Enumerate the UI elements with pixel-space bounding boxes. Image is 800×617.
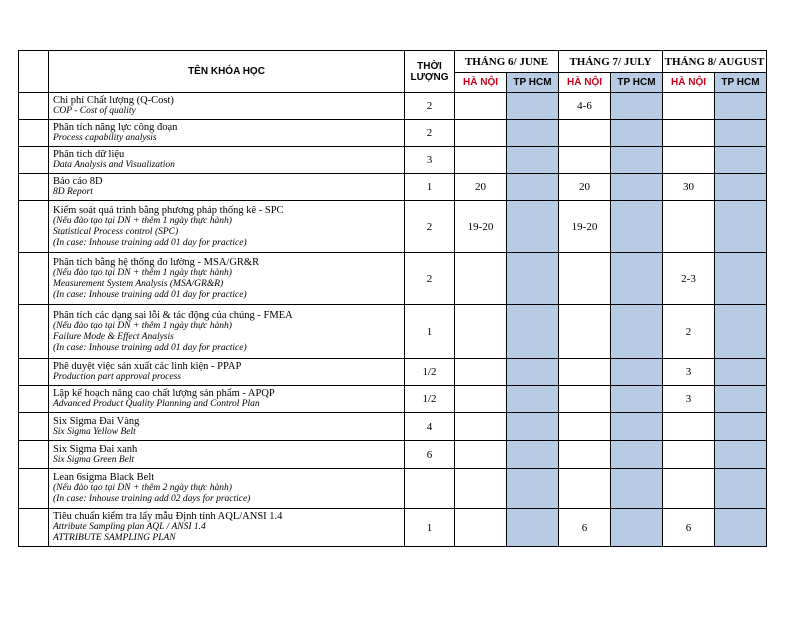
course-name-cell <box>49 253 405 305</box>
duration-header-line2: LƯỢNG <box>410 71 449 83</box>
duration-header-line1: THỜI <box>417 60 442 72</box>
june-hcm-cell <box>507 413 559 441</box>
course-name-cell <box>49 305 405 359</box>
august-hanoi-cell: 6 <box>663 509 715 547</box>
course-name-cell <box>49 509 405 547</box>
july-hanoi-cell <box>559 120 611 147</box>
july-hcm-cell <box>611 253 663 305</box>
duration-cell: 2 <box>405 93 455 120</box>
august-hanoi-cell: 3 <box>663 359 715 386</box>
july-hanoi-cell <box>559 441 611 469</box>
header-row-months <box>19 51 767 73</box>
row-margin-cell <box>19 441 49 469</box>
course-schedule-table <box>18 50 767 547</box>
june-hanoi-cell <box>455 359 507 386</box>
table-row <box>19 147 767 174</box>
august-hcm-cell <box>715 93 767 120</box>
june-hcm-cell <box>507 509 559 547</box>
august-hcm-cell <box>715 386 767 413</box>
duration-cell: 1 <box>405 174 455 201</box>
table-row <box>19 305 767 359</box>
june-hcm-cell <box>507 201 559 253</box>
duration-cell: 1 <box>405 305 455 359</box>
course-name-cell <box>49 174 405 201</box>
august-hanoi-header: HÀ NỘI <box>663 73 715 93</box>
duration-cell: 4 <box>405 413 455 441</box>
course-name-header: TÊN KHÓA HỌC <box>49 51 405 93</box>
course-title: Báo cáo 8D <box>53 176 103 187</box>
august-hcm-cell <box>715 305 767 359</box>
july-hanoi-cell <box>559 305 611 359</box>
month-july-header: THÁNG 7/ JULY <box>559 51 663 73</box>
june-hcm-cell <box>507 386 559 413</box>
june-hanoi-cell <box>455 413 507 441</box>
duration-cell: 3 <box>405 147 455 174</box>
august-hcm-cell <box>715 359 767 386</box>
july-hcm-cell <box>611 509 663 547</box>
row-margin-cell <box>19 469 49 509</box>
august-hcm-cell <box>715 147 767 174</box>
course-subtitle: 8D Report <box>53 187 93 197</box>
course-name-cell <box>49 120 405 147</box>
course-title: Six Sigma Đai xanh <box>53 443 138 455</box>
july-hanoi-cell: 20 <box>559 174 611 201</box>
course-subtitle: (In case: Inhouse training add 01 day for practice) <box>53 342 247 353</box>
course-title: Six Sigma Đai Vàng <box>53 415 140 427</box>
july-hanoi-cell <box>559 469 611 509</box>
august-hcm-cell <box>715 509 767 547</box>
row-margin-cell <box>19 305 49 359</box>
row-margin-cell <box>19 120 49 147</box>
course-subtitle: Process capability analysis <box>53 133 157 143</box>
row-margin-cell <box>19 174 49 201</box>
course-subtitle: (Nếu đào tạo tại DN + thêm 2 ngày thực hành) <box>53 483 232 493</box>
duration-cell: 2 <box>405 120 455 147</box>
table-row <box>19 441 767 469</box>
course-table-body <box>19 93 767 547</box>
august-hcm-cell <box>715 120 767 147</box>
july-hcm-cell <box>611 359 663 386</box>
duration-cell: 1/2 <box>405 359 455 386</box>
july-hcm-cell <box>611 305 663 359</box>
duration-cell <box>405 469 455 509</box>
july-hcm-cell <box>611 147 663 174</box>
course-name-cell <box>49 147 405 174</box>
august-hanoi-cell <box>663 469 715 509</box>
course-name-cell <box>49 441 405 469</box>
june-hanoi-cell <box>455 305 507 359</box>
june-hcm-cell <box>507 253 559 305</box>
july-hanoi-cell: 4-6 <box>559 93 611 120</box>
course-title: Kiểm soát quá trình bằng phương pháp thống kê - SPC <box>53 204 284 216</box>
july-hanoi-cell <box>559 386 611 413</box>
table-row <box>19 174 767 201</box>
august-hanoi-cell <box>663 413 715 441</box>
august-hanoi-cell <box>663 201 715 253</box>
august-hanoi-cell: 2-3 <box>663 253 715 305</box>
course-title: Lập kế hoạch nâng cao chất lượng sản phẩm - APQP <box>53 388 275 399</box>
course-subtitle: (Nếu đào tạo tại DN + thêm 1 ngày thực hành) <box>53 320 232 331</box>
july-hcm-cell <box>611 469 663 509</box>
duration-cell: 6 <box>405 441 455 469</box>
row-margin-cell <box>19 509 49 547</box>
course-name-cell <box>49 93 405 120</box>
july-hanoi-cell: 6 <box>559 509 611 547</box>
august-hcm-cell <box>715 469 767 509</box>
table-row <box>19 253 767 305</box>
july-hcm-cell <box>611 174 663 201</box>
june-hcm-cell <box>507 469 559 509</box>
august-hcm-cell <box>715 253 767 305</box>
course-name-cell <box>49 201 405 253</box>
table-row <box>19 201 767 253</box>
june-hcm-header: TP HCM <box>507 73 559 93</box>
august-hanoi-cell <box>663 93 715 120</box>
june-hanoi-cell <box>455 147 507 174</box>
june-hanoi-header: HÀ NỘI <box>455 73 507 93</box>
course-subtitle: Data Analysis and Visualization <box>53 160 175 170</box>
month-june-header: THÁNG 6/ JUNE <box>455 51 559 73</box>
course-subtitle: Production part approval process <box>53 372 181 382</box>
june-hanoi-cell <box>455 120 507 147</box>
course-subtitle: (In case: Inhouse training add 01 day for practice) <box>53 289 247 300</box>
july-hcm-cell <box>611 441 663 469</box>
july-hanoi-header: HÀ NỘI <box>559 73 611 93</box>
duration-header <box>405 51 455 93</box>
july-hcm-cell <box>611 413 663 441</box>
row-margin-cell <box>19 386 49 413</box>
table-row <box>19 93 767 120</box>
august-hanoi-cell: 2 <box>663 305 715 359</box>
table-row <box>19 120 767 147</box>
course-subtitle: (Nếu đào tạo tại DN + thêm 1 ngày thực hành) <box>53 215 232 226</box>
august-hcm-cell <box>715 441 767 469</box>
course-title: Phân tích các dạng sai lỗi & tác động của chúng - FMEA <box>53 309 293 321</box>
duration-cell: 2 <box>405 201 455 253</box>
row-margin-cell <box>19 413 49 441</box>
course-subtitle: Attribute Sampling plan AQL / ANSI 1.4 <box>53 522 206 532</box>
june-hcm-cell <box>507 120 559 147</box>
row-margin-cell <box>19 93 49 120</box>
course-subtitle: (Nếu đào tạo tại DN + thêm 1 ngày thực hành) <box>53 267 232 278</box>
june-hanoi-cell <box>455 386 507 413</box>
june-hanoi-cell <box>455 441 507 469</box>
duration-cell: 1/2 <box>405 386 455 413</box>
august-hanoi-cell <box>663 120 715 147</box>
course-title: Phân tích dữ liệu <box>53 149 125 160</box>
course-name-cell <box>49 359 405 386</box>
july-hanoi-cell: 19-20 <box>559 201 611 253</box>
course-subtitle: (In case: Inhouse training add 02 days for practice) <box>53 494 251 504</box>
july-hanoi-cell <box>559 413 611 441</box>
august-hcm-cell <box>715 201 767 253</box>
duration-cell: 1 <box>405 509 455 547</box>
row-margin-cell <box>19 359 49 386</box>
july-hanoi-cell <box>559 147 611 174</box>
july-hanoi-cell <box>559 253 611 305</box>
june-hcm-cell <box>507 147 559 174</box>
june-hcm-cell <box>507 359 559 386</box>
course-title: Chi phí Chất lượng (Q-Cost) <box>53 95 174 106</box>
table-row <box>19 469 767 509</box>
course-subtitle: Statistical Process control (SPC) <box>53 226 179 237</box>
june-hcm-cell <box>507 93 559 120</box>
course-name-cell <box>49 469 405 509</box>
august-hanoi-cell <box>663 147 715 174</box>
course-subtitle: (In case: Inhouse training add 01 day for practice) <box>53 237 247 248</box>
august-hanoi-cell: 3 <box>663 386 715 413</box>
august-hanoi-cell: 30 <box>663 174 715 201</box>
course-title: Phê duyệt việc sản xuất các linh kiện - PPAP <box>53 361 242 372</box>
schedule-table-wrapper <box>18 50 767 547</box>
row-margin-cell <box>19 201 49 253</box>
margin-header-cell <box>19 51 49 93</box>
june-hanoi-cell: 19-20 <box>455 201 507 253</box>
course-title: Lean 6sigma Black Belt <box>53 472 155 483</box>
course-subtitle: COP - Cost of quality <box>53 106 136 116</box>
july-hcm-cell <box>611 93 663 120</box>
row-margin-cell <box>19 147 49 174</box>
course-subtitle: ATTRIBUTE SAMPLING PLAN <box>53 533 176 543</box>
course-title: Phân tích bằng hệ thống đo lường - MSA/GR&R <box>53 256 260 268</box>
august-hanoi-cell <box>663 441 715 469</box>
row-margin-cell <box>19 253 49 305</box>
july-hcm-cell <box>611 201 663 253</box>
june-hcm-cell <box>507 174 559 201</box>
july-hcm-header: TP HCM <box>611 73 663 93</box>
course-subtitle: Six Sigma Yellow Belt <box>53 426 136 437</box>
august-hcm-header: TP HCM <box>715 73 767 93</box>
table-row <box>19 386 767 413</box>
course-subtitle: Six Sigma Green Belt <box>53 454 135 465</box>
course-title: Tiêu chuẩn kiểm tra lấy mẫu Định tính AQL/ANSI 1.4 <box>53 511 283 522</box>
july-hcm-cell <box>611 120 663 147</box>
course-name-cell <box>49 413 405 441</box>
june-hcm-cell <box>507 305 559 359</box>
course-subtitle: Advanced Product Quality Planning and Control Plan <box>53 399 260 409</box>
duration-cell: 2 <box>405 253 455 305</box>
july-hcm-cell <box>611 386 663 413</box>
june-hanoi-cell <box>455 93 507 120</box>
june-hanoi-cell <box>455 469 507 509</box>
june-hcm-cell <box>507 441 559 469</box>
june-hanoi-cell <box>455 253 507 305</box>
table-row <box>19 413 767 441</box>
course-subtitle: Failure Mode & Effect Analysis <box>53 331 174 342</box>
course-subtitle: Measurement System Analysis (MSA/GR&R) <box>53 278 224 289</box>
june-hanoi-cell <box>455 509 507 547</box>
course-title: Phân tích năng lực công đoạn <box>53 122 178 133</box>
table-row <box>19 509 767 547</box>
august-hcm-cell <box>715 413 767 441</box>
month-august-header: THÁNG 8/ AUGUST <box>663 51 767 73</box>
july-hanoi-cell <box>559 359 611 386</box>
august-hcm-cell <box>715 174 767 201</box>
course-name-cell <box>49 386 405 413</box>
june-hanoi-cell: 20 <box>455 174 507 201</box>
table-row <box>19 359 767 386</box>
